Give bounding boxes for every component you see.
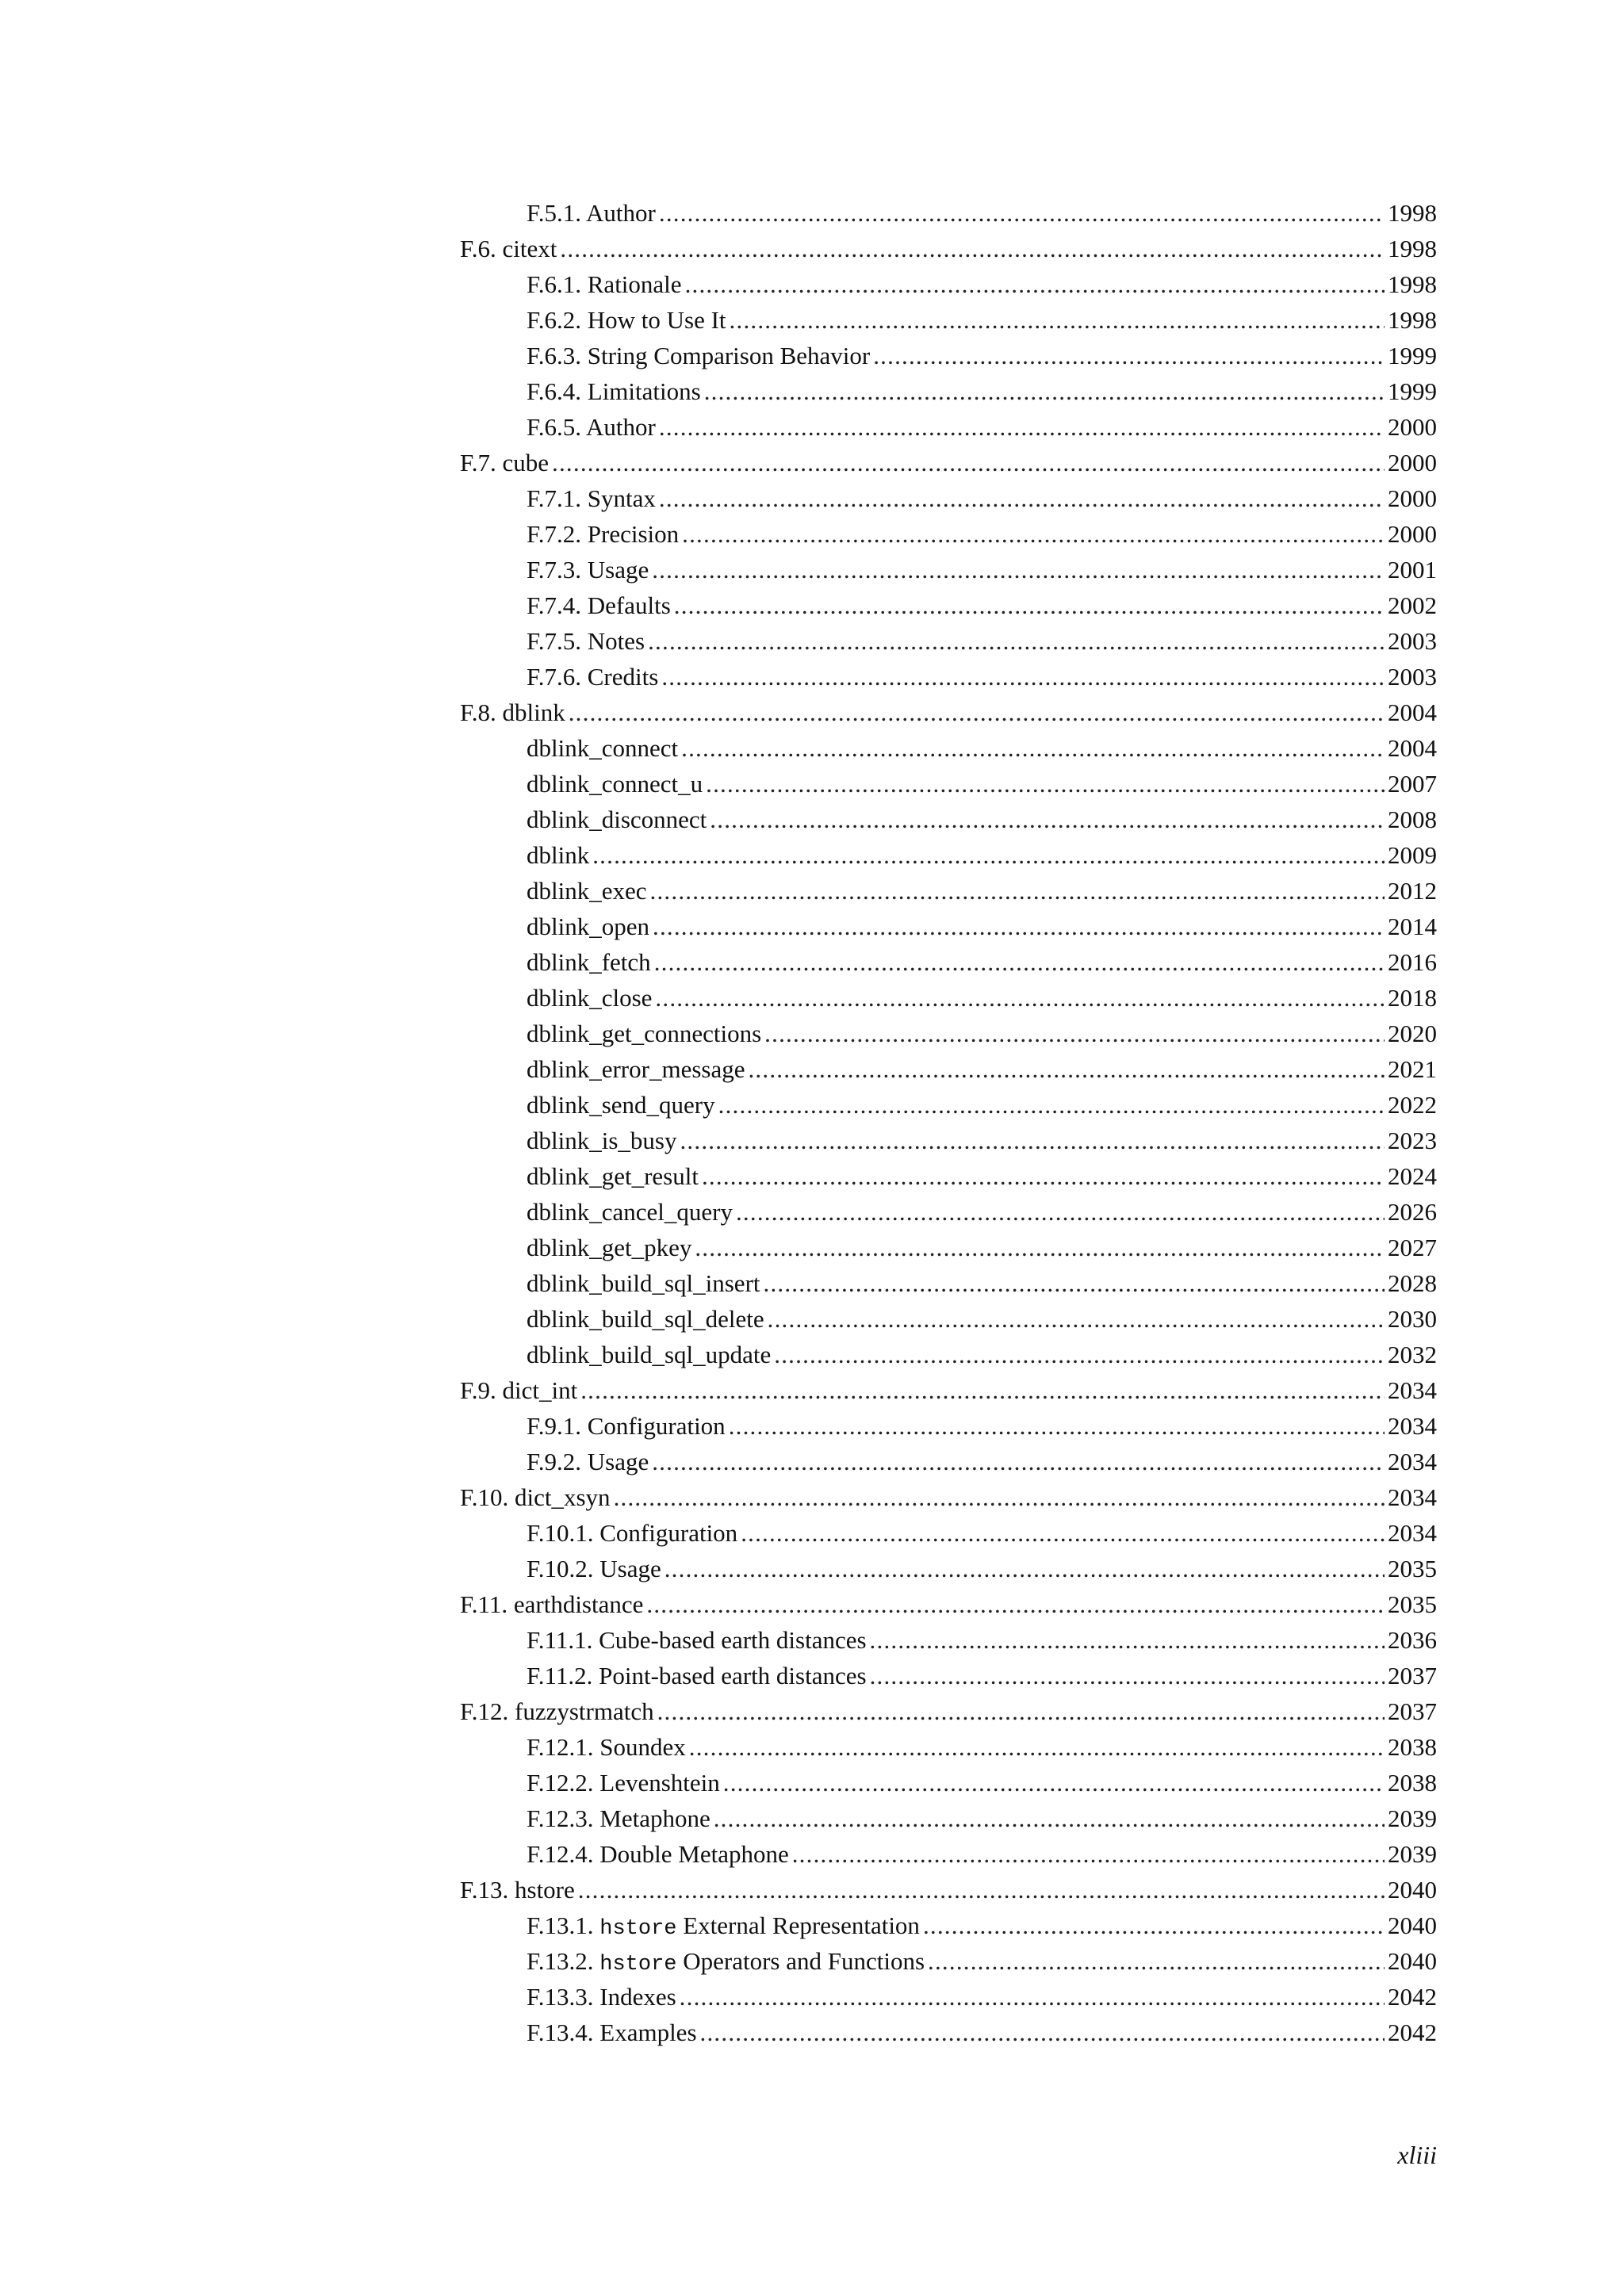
toc-entry-page-number: 2000 [1388,413,1437,441]
toc-entry-page-number: 1999 [1388,377,1437,405]
toc-subsection-entry[interactable] [460,944,1437,980]
toc-entry-suffix: External Representation [676,1911,920,1939]
toc-dot-leader [657,1693,1385,1729]
toc-entry-page-number: 2034 [1388,1412,1437,1440]
toc-entry-page-number: 2021 [1388,1055,1437,1083]
toc-subsection-entry[interactable] [460,587,1437,623]
toc-entry-title: F.11.2. Point-based earth distances [527,1662,867,1689]
toc-dot-leader [681,730,1385,766]
toc-entry-page-number: 2008 [1388,806,1437,833]
toc-entry-page-number: 2026 [1388,1198,1437,1226]
toc-subsection-entry[interactable] [460,266,1437,302]
toc-subsection-entry[interactable] [460,1087,1437,1123]
toc-entry-page-number: 2039 [1388,1840,1437,1868]
toc-entry-title: F.11. earthdistance [460,1590,644,1618]
toc-dot-leader [580,1372,1385,1408]
toc-entry-title: F.7.5. Notes [527,627,645,655]
toc-entry-title: F.9.2. Usage [527,1448,649,1475]
toc-dot-leader [710,802,1385,837]
toc-entry-title: F.11.1. Cube-based earth distances [527,1626,867,1654]
toc-section-entry[interactable] [460,231,1437,266]
toc-subsection-entry[interactable] [460,1158,1437,1194]
toc-subsection-entry[interactable] [460,1943,1437,1979]
toc-entry-title: F.13. hstore [460,1876,575,1904]
toc-dot-leader [700,2015,1385,2050]
toc-entry-page-number: 2001 [1388,556,1437,584]
toc-entry-title: F.12.3. Metaphone [527,1804,710,1832]
toc-subsection-entry[interactable] [460,1622,1437,1658]
toc-entry-page-number: 2040 [1388,1876,1437,1904]
toc-entry-title: F.10.2. Usage [527,1555,661,1582]
toc-entry-page-number: 2024 [1388,1162,1437,1190]
table-of-contents [460,195,1437,2050]
toc-entry-page-number: 2038 [1388,1733,1437,1761]
toc-entry-page-number: 1999 [1388,342,1437,369]
toc-entry-prefix: F.13.1. [527,1911,600,1939]
toc-dot-leader [661,659,1385,695]
toc-entry-title: F.6.4. Limitations [527,377,701,405]
toc-section-entry[interactable] [460,1872,1437,1908]
toc-dot-leader [729,1408,1385,1444]
toc-entry-page-number: 2020 [1388,1020,1437,1047]
toc-entry-title: dblink [527,841,590,869]
toc-dot-leader [764,1016,1385,1051]
toc-entry-page-number: 1998 [1388,306,1437,334]
toc-dot-leader [646,1586,1385,1622]
toc-dot-leader [680,1123,1385,1158]
toc-entry-page-number: 2030 [1388,1305,1437,1333]
toc-entry-title: F.6.5. Author [527,413,656,441]
toc-dot-leader [792,1836,1385,1872]
toc-entry-page-number: 1998 [1388,235,1437,262]
toc-entry-page-number: 2036 [1388,1626,1437,1654]
toc-entry-page-number: 2000 [1388,520,1437,548]
toc-entry-title: dblink_exec [527,877,647,905]
toc-dot-leader [718,1087,1385,1123]
toc-entry-page-number: 2009 [1388,841,1437,869]
toc-entry-page-number: 2004 [1388,734,1437,762]
toc-entry-title: dblink_build_sql_update [527,1341,772,1368]
toc-entry-page-number: 2012 [1388,877,1437,905]
toc-entry-title: F.6.2. How to Use It [527,306,726,334]
toc-entry-title: F.13.3. Indexes [527,1983,676,2011]
toc-dot-leader [923,1908,1385,1943]
toc-dot-leader [714,1800,1385,1836]
toc-entry-page-number: 2042 [1388,2019,1437,2046]
toc-entry-title: F.7.2. Precision [527,520,680,548]
toc-dot-leader [652,1444,1385,1479]
toc-entry-page-number: 2007 [1388,770,1437,798]
toc-entry-page-number: 2037 [1388,1662,1437,1689]
toc-entry-title [527,1908,920,1947]
page-number: xliii [1397,2141,1437,2169]
toc-section-entry[interactable] [460,445,1437,480]
toc-dot-leader [741,1515,1385,1551]
toc-entry-title: dblink_send_query [527,1091,715,1119]
toc-entry-page-number: 2034 [1388,1376,1437,1404]
toc-subsection-entry[interactable] [460,873,1437,909]
toc-dot-leader [614,1479,1385,1515]
toc-dot-leader [695,1230,1385,1265]
toc-subsection-entry[interactable] [460,1230,1437,1265]
toc-entry-page-number: 1998 [1388,199,1437,227]
toc-dot-leader [653,909,1385,944]
toc-entry-page-number: 2000 [1388,449,1437,476]
toc-entry-title: F.12.2. Levenshtein [527,1769,720,1797]
toc-subsection-entry[interactable] [460,1337,1437,1372]
toc-section-entry[interactable] [460,1586,1437,1622]
toc-subsection-entry[interactable] [460,909,1437,944]
toc-subsection-entry[interactable] [460,1515,1437,1551]
toc-dot-leader [592,837,1385,873]
toc-dot-leader [723,1765,1385,1800]
toc-entry-title: dblink_fetch [527,948,651,976]
toc-entry-code: hstore [599,1953,677,1976]
toc-entry-title: F.9.1. Configuration [527,1412,726,1440]
toc-entry-title: F.6.3. String Comparison Behavior [527,342,871,369]
toc-entry-title: dblink_cancel_query [527,1198,733,1226]
toc-dot-leader [680,1979,1385,2015]
toc-entry-title: F.10.1. Configuration [527,1519,738,1547]
toc-subsection-entry[interactable] [460,409,1437,445]
toc-subsection-entry[interactable] [460,373,1437,409]
toc-entry-title: F.8. dblink [460,698,565,726]
toc-entry-title: F.5.1. Author [527,199,656,227]
toc-subsection-entry[interactable] [460,338,1437,373]
toc-entry-title: dblink_get_result [527,1162,699,1190]
toc-subsection-entry[interactable] [460,1408,1437,1444]
toc-dot-leader [764,1265,1385,1301]
toc-entry-page-number: 2035 [1388,1590,1437,1618]
toc-subsection-entry[interactable] [460,1551,1437,1586]
toc-dot-leader [730,302,1385,338]
toc-entry-title: dblink_is_busy [527,1127,677,1154]
toc-subsection-entry[interactable] [460,1051,1437,1087]
toc-entry-page-number: 2040 [1388,1911,1437,1939]
toc-subsection-entry[interactable] [460,659,1437,695]
toc-entry-title: F.7.4. Defaults [527,591,671,619]
toc-subsection-entry[interactable] [460,1800,1437,1836]
toc-entry-page-number: 2040 [1388,1947,1437,1975]
toc-dot-leader [655,980,1385,1016]
toc-subsection-entry[interactable] [460,980,1437,1016]
toc-entry-page-number: 2027 [1388,1234,1437,1261]
toc-entry-title: dblink_get_connections [527,1020,762,1047]
toc-entry-title: dblink_get_pkey [527,1234,692,1261]
toc-entry-title: F.9. dict_int [460,1376,578,1404]
toc-dot-leader [648,623,1385,659]
toc-dot-leader [552,445,1385,480]
toc-entry-title: dblink_open [527,913,649,940]
toc-entry-title: F.7. cube [460,449,550,476]
toc-entry-page-number: 2003 [1388,663,1437,691]
toc-subsection-entry[interactable] [460,1765,1437,1800]
toc-entry-title: F.6. citext [460,235,557,262]
toc-entry-page-number: 2014 [1388,913,1437,940]
toc-entry-page-number: 2035 [1388,1555,1437,1582]
toc-subsection-entry[interactable] [460,2015,1437,2050]
toc-subsection-entry[interactable] [460,1123,1437,1158]
toc-subsection-entry[interactable] [460,1194,1437,1230]
toc-entry-suffix: Operators and Functions [676,1947,925,1975]
toc-dot-leader [654,944,1385,980]
toc-subsection-entry[interactable] [460,1836,1437,1872]
toc-dot-leader [704,373,1385,409]
toc-entry-title: F.12.4. Double Metaphone [527,1840,789,1868]
toc-entry-title: F.7.3. Usage [527,556,649,584]
toc-subsection-entry[interactable] [460,802,1437,837]
toc-dot-leader [650,873,1385,909]
toc-entry-page-number: 2023 [1388,1127,1437,1154]
toc-entry-page-number: 2039 [1388,1804,1437,1832]
toc-section-entry[interactable] [460,1693,1437,1729]
toc-entry-title: dblink_connect_u [527,770,703,798]
toc-subsection-entry[interactable] [460,302,1437,338]
toc-entry-title: dblink_connect [527,734,679,762]
toc-subsection-entry[interactable] [460,1658,1437,1693]
toc-dot-leader [659,409,1385,445]
toc-dot-leader [870,1622,1385,1658]
toc-dot-leader [560,231,1385,266]
toc-dot-leader [774,1337,1385,1372]
toc-dot-leader [682,516,1385,552]
toc-subsection-entry[interactable] [460,480,1437,516]
toc-dot-leader [870,1658,1385,1693]
toc-entry-page-number: 2034 [1388,1448,1437,1475]
toc-entry-title: F.6.1. Rationale [527,270,682,298]
toc-entry-page-number: 2003 [1388,627,1437,655]
toc-dot-leader [569,695,1385,730]
toc-dot-leader [873,338,1385,373]
toc-dot-leader [768,1301,1385,1337]
toc-subsection-entry[interactable] [460,1301,1437,1337]
toc-dot-leader [706,766,1385,802]
toc-subsection-entry[interactable] [460,1265,1437,1301]
toc-subsection-entry[interactable] [460,837,1437,873]
toc-subsection-entry[interactable] [460,1729,1437,1765]
toc-entry-page-number: 1998 [1388,270,1437,298]
toc-entry-page-number: 2002 [1388,591,1437,619]
toc-dot-leader [652,552,1385,587]
toc-entry-title [527,1943,925,1983]
toc-entry-title: dblink_build_sql_delete [527,1305,764,1333]
toc-section-entry[interactable] [460,1372,1437,1408]
toc-entry-page-number: 2034 [1388,1519,1437,1547]
toc-dot-leader [665,1551,1385,1586]
toc-entry-page-number: 2034 [1388,1483,1437,1511]
toc-dot-leader [748,1051,1385,1087]
toc-entry-title: F.7.1. Syntax [527,484,656,512]
toc-entry-page-number: 2004 [1388,698,1437,726]
toc-dot-leader [928,1943,1385,1979]
toc-entry-title: F.13.4. Examples [527,2019,697,2046]
toc-entry-page-number: 2038 [1388,1769,1437,1797]
toc-entry-page-number: 2022 [1388,1091,1437,1119]
toc-entry-title: F.10. dict_xsyn [460,1483,611,1511]
toc-subsection-entry[interactable] [460,1016,1437,1051]
toc-entry-title: F.12.1. Soundex [527,1733,686,1761]
toc-entry-code: hstore [599,1917,677,1941]
toc-entry-prefix: F.13.2. [527,1947,600,1975]
toc-subsection-entry[interactable] [460,552,1437,587]
toc-entry-page-number: 2028 [1388,1269,1437,1297]
toc-subsection-entry[interactable] [460,623,1437,659]
toc-entry-title: dblink_build_sql_insert [527,1269,760,1297]
toc-subsection-entry[interactable] [460,1908,1437,1943]
toc-subsection-entry[interactable] [460,766,1437,802]
toc-subsection-entry[interactable] [460,516,1437,552]
toc-section-entry[interactable] [460,695,1437,730]
toc-entry-page-number: 2016 [1388,948,1437,976]
toc-subsection-entry[interactable] [460,195,1437,231]
toc-section-entry[interactable] [460,1479,1437,1515]
toc-entry-title: F.12. fuzzystrmatch [460,1697,654,1725]
toc-entry-title: F.7.6. Credits [527,663,659,691]
toc-dot-leader [578,1872,1385,1908]
toc-entry-page-number: 2000 [1388,484,1437,512]
toc-dot-leader [736,1194,1385,1230]
toc-dot-leader [702,1158,1385,1194]
toc-dot-leader [659,480,1385,516]
toc-entry-page-number: 2018 [1388,984,1437,1012]
toc-dot-leader [659,195,1385,231]
toc-entry-title: dblink_close [527,984,653,1012]
toc-entry-page-number: 2032 [1388,1341,1437,1368]
toc-subsection-entry[interactable] [460,730,1437,766]
toc-entry-page-number: 2042 [1388,1983,1437,2011]
toc-entry-page-number: 2037 [1388,1697,1437,1725]
toc-dot-leader [685,266,1385,302]
toc-subsection-entry[interactable] [460,1979,1437,2015]
toc-entry-title: dblink_error_message [527,1055,745,1083]
toc-entry-title: dblink_disconnect [527,806,707,833]
toc-dot-leader [689,1729,1385,1765]
toc-subsection-entry[interactable] [460,1444,1437,1479]
toc-dot-leader [674,587,1385,623]
